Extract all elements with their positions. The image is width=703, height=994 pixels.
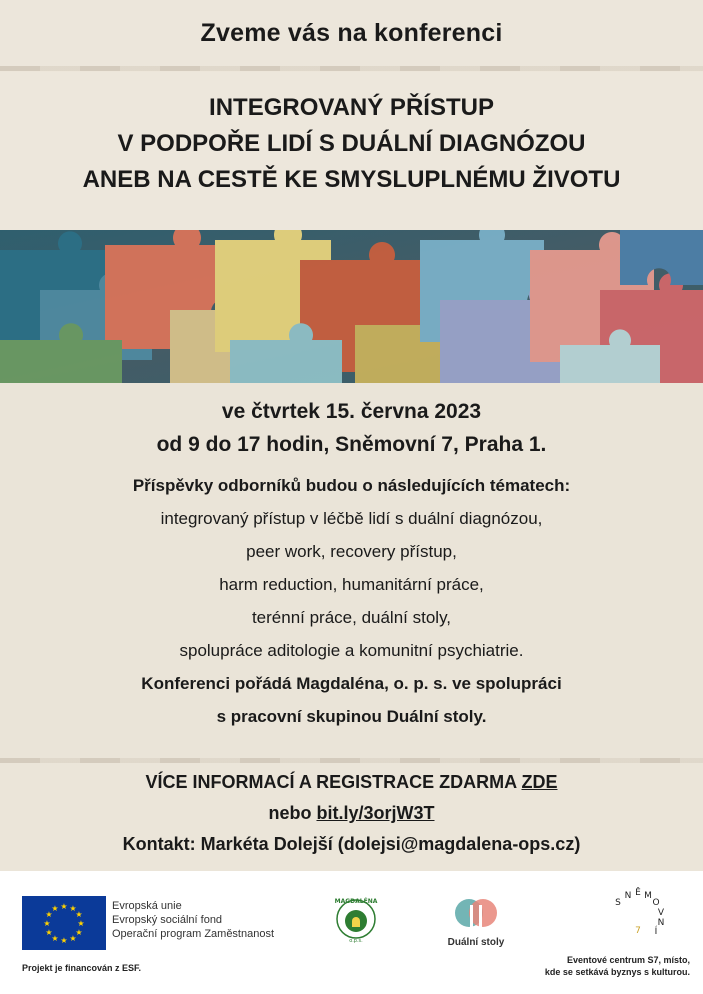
or-text: nebo (268, 803, 317, 823)
svg-text:★: ★ (60, 902, 68, 911)
footer-logos (0, 871, 703, 994)
registration-text: VÍCE INFORMACÍ A REGISTRACE ZDARMA (145, 772, 522, 792)
contact-email[interactable]: (dolejsi@magdalena-ops.cz) (337, 834, 581, 854)
topic-item: harm reduction, humanitární práce, (219, 575, 484, 594)
header-band (0, 0, 703, 66)
topic-item: peer work, recovery přístup, (246, 542, 457, 561)
svg-text:O: O (652, 898, 660, 908)
topics-list (0, 469, 703, 733)
title-line-3: ANEB NA CESTĚ KE SMYSLUPLNÉMU ŽIVOTU (82, 166, 621, 193)
topic-item: spolupráce aditologie a komunitní psychiatrie. (179, 641, 524, 660)
svg-text:★: ★ (45, 910, 53, 919)
event-date: ve čtvrtek 15. června 2023 (221, 400, 482, 423)
svg-text:★: ★ (75, 910, 83, 919)
snemovni-7-logo-icon (600, 887, 672, 951)
event-info (0, 383, 703, 758)
event-time-place: od 9 do 17 hodin, Sněmovní 7, Praha 1. (156, 433, 547, 456)
svg-text:★: ★ (45, 928, 53, 937)
financed-note: Projekt je financován z ESF. (22, 963, 142, 973)
svg-text:★: ★ (51, 904, 59, 913)
dualni-stoly-icon (436, 895, 516, 937)
eu-line: Evropská unie (112, 900, 182, 912)
eu-program-text (112, 899, 274, 941)
svg-text:S: S (615, 898, 621, 908)
contact-line (0, 829, 703, 860)
svg-text:Ě: Ě (635, 888, 641, 898)
conference-title (0, 72, 703, 230)
dualni-stoly-caption: Duální stoly (447, 937, 505, 948)
svg-text:★: ★ (77, 919, 85, 928)
short-link-line (0, 798, 703, 829)
svg-text:7: 7 (635, 926, 641, 936)
svg-text:M: M (644, 891, 652, 901)
svg-text:N: N (624, 891, 632, 901)
eu-line: Operační program Zaměstnanost (112, 928, 275, 940)
svg-text:V: V (657, 908, 665, 918)
svg-text:★: ★ (43, 919, 51, 928)
svg-text:★: ★ (51, 934, 59, 943)
svg-text:★: ★ (69, 934, 77, 943)
magdalena-logo-icon (334, 891, 378, 947)
invite-heading: Zveme vás na konferenci (200, 18, 503, 47)
registration-line (0, 767, 703, 798)
eventove-line-1: Eventové centrum S7, místo, (566, 955, 690, 965)
topics-heading: Příspěvky odborníků budou o následujících tématech: (132, 476, 571, 495)
eu-line: Evropský sociální fond (112, 914, 223, 926)
topic-item: integrovaný přístup v léčbě lidí s duální diagnózou, (160, 509, 543, 528)
eventove-centrum-caption (520, 954, 690, 978)
svg-text:Í: Í (654, 927, 658, 937)
svg-text:★: ★ (75, 928, 83, 937)
svg-text:★: ★ (60, 936, 68, 945)
organizer-line-1: Konferenci pořádá Magdaléna, o. p. s. ve spolupráci (141, 674, 562, 693)
title-line-2: V PODPOŘE LIDÍ S DUÁLNÍ DIAGNÓZOU (117, 130, 586, 157)
divider-top (0, 66, 703, 71)
registration-block (0, 763, 703, 871)
eu-flag-icon (22, 896, 106, 950)
svg-text:N: N (657, 918, 665, 928)
puzzle-image (0, 230, 703, 383)
short-link[interactable]: bit.ly/3orjW3T (316, 803, 435, 823)
svg-text:o.p.s.: o.p.s. (349, 938, 363, 944)
svg-text:MAGDALÉNA: MAGDALÉNA (334, 898, 378, 905)
organizer-line-2: s pracovní skupinou Duální stoly. (216, 707, 487, 726)
contact-label: Kontakt: Markéta Dolejší (122, 834, 338, 854)
registration-zde-link[interactable]: ZDE (521, 772, 558, 792)
dualni-stoly-logo (436, 895, 516, 955)
topic-item: terénní práce, duální stoly, (251, 608, 452, 627)
eventove-line-2: kde se setkává byznys s kulturou. (544, 967, 690, 977)
svg-text:★: ★ (69, 904, 77, 913)
title-line-1: INTEGROVANÝ PŘÍSTUP (209, 94, 494, 121)
